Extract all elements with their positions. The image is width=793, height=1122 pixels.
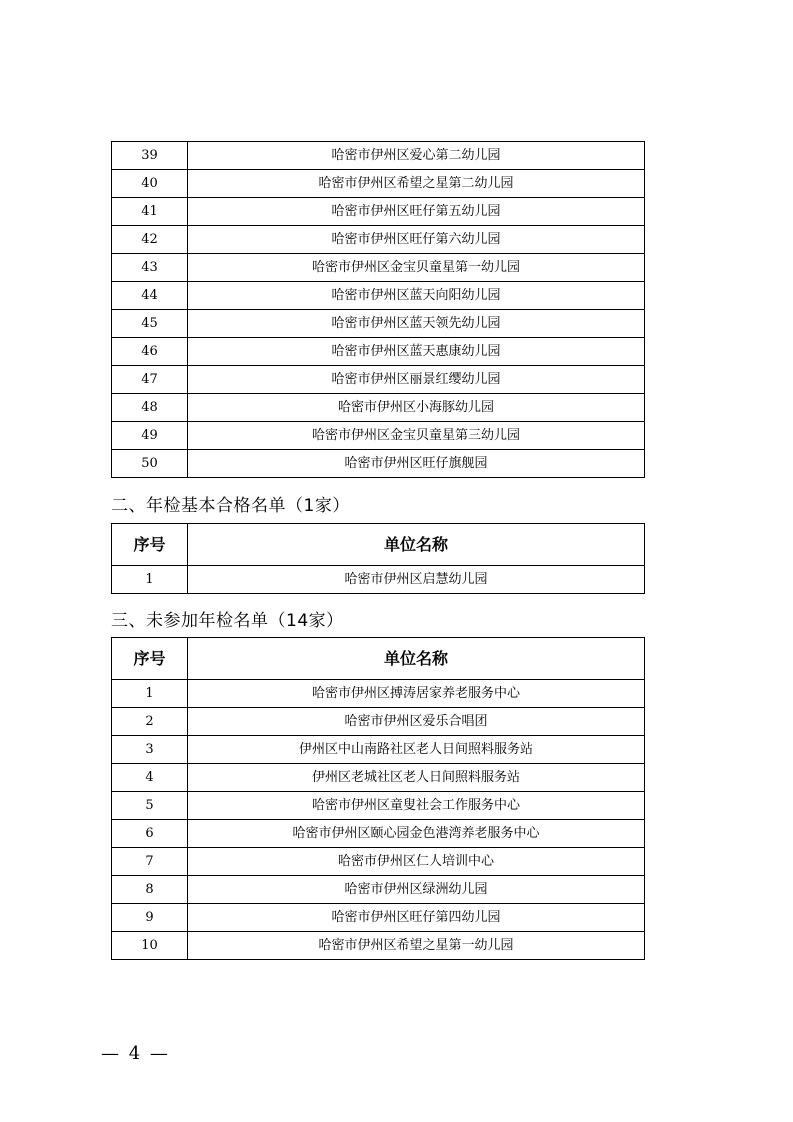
- row-number: 7: [112, 848, 188, 876]
- unit-name: 哈密市伊州区蓝天向阳幼儿园: [188, 282, 645, 310]
- table-row: [112, 764, 645, 792]
- table-row: [112, 226, 645, 254]
- unit-name: 哈密市伊州区爱心第二幼儿园: [188, 142, 645, 170]
- row-number: 10: [112, 932, 188, 960]
- row-number: 45: [112, 310, 188, 338]
- table-row: [112, 736, 645, 764]
- unit-name: 哈密市伊州区蓝天领先幼儿园: [188, 310, 645, 338]
- row-number: 6: [112, 820, 188, 848]
- row-number: 41: [112, 198, 188, 226]
- row-number: 43: [112, 254, 188, 282]
- row-number: 1: [112, 566, 188, 594]
- row-number: 3: [112, 736, 188, 764]
- row-number: 47: [112, 366, 188, 394]
- unit-name: 哈密市伊州区旺仔第四幼儿园: [188, 904, 645, 932]
- table-row: [112, 848, 645, 876]
- unit-name: 哈密市伊州区搏涛居家养老服务中心: [188, 680, 645, 708]
- row-number: 4: [112, 764, 188, 792]
- row-number: 2: [112, 708, 188, 736]
- table-annual-check-continued: [111, 141, 645, 478]
- unit-name: 伊州区老城社区老人日间照料服务站: [188, 764, 645, 792]
- row-number: 50: [112, 450, 188, 478]
- unit-name: 哈密市伊州区金宝贝童星第三幼儿园: [188, 422, 645, 450]
- table-row: [112, 876, 645, 904]
- table-row: [112, 932, 645, 960]
- table-row: [112, 450, 645, 478]
- table-header-row: [112, 638, 645, 680]
- table-1-body: [112, 142, 645, 478]
- unit-name: 哈密市伊州区蓝天惠康幼儿园: [188, 338, 645, 366]
- column-header-number: 序号: [112, 638, 188, 680]
- row-number: 46: [112, 338, 188, 366]
- row-number: 44: [112, 282, 188, 310]
- unit-name: 哈密市伊州区希望之星第二幼儿园: [188, 170, 645, 198]
- table-row: [112, 394, 645, 422]
- unit-name: 伊州区中山南路社区老人日间照料服务站: [188, 736, 645, 764]
- table-row: [112, 254, 645, 282]
- row-number: 5: [112, 792, 188, 820]
- row-number: 1: [112, 680, 188, 708]
- table-row: [112, 170, 645, 198]
- table-row: [112, 680, 645, 708]
- unit-name: 哈密市伊州区金宝贝童星第一幼儿园: [188, 254, 645, 282]
- section-heading-not-participated: 三、未参加年检名单（14家）: [111, 611, 344, 631]
- unit-name: 哈密市伊州区童叟社会工作服务中心: [188, 792, 645, 820]
- row-number: 39: [112, 142, 188, 170]
- unit-name: 哈密市伊州区爱乐合唱团: [188, 708, 645, 736]
- table-row: [112, 142, 645, 170]
- table-3-body: [112, 638, 645, 960]
- table-header-row: [112, 524, 645, 566]
- unit-name: 哈密市伊州区启慧幼儿园: [188, 566, 645, 594]
- row-number: 42: [112, 226, 188, 254]
- unit-name: 哈密市伊州区旺仔旗舰园: [188, 450, 645, 478]
- column-header-unit-name: 单位名称: [188, 638, 645, 680]
- section-heading-basic-pass: 二、年检基本合格名单（1家）: [111, 496, 350, 516]
- unit-name: 哈密市伊州区颐心园金色港湾养老服务中心: [188, 820, 645, 848]
- table-row: [112, 708, 645, 736]
- table-row: [112, 198, 645, 226]
- column-header-number: 序号: [112, 524, 188, 566]
- table-row: [112, 792, 645, 820]
- row-number: 48: [112, 394, 188, 422]
- table-row: [112, 282, 645, 310]
- table-row: [112, 566, 645, 594]
- unit-name: 哈密市伊州区丽景红缨幼儿园: [188, 366, 645, 394]
- row-number: 49: [112, 422, 188, 450]
- table-row: [112, 820, 645, 848]
- unit-name: 哈密市伊州区希望之星第一幼儿园: [188, 932, 645, 960]
- table-row: [112, 904, 645, 932]
- table-not-participated: [111, 637, 645, 960]
- row-number: 8: [112, 876, 188, 904]
- table-2-body: [112, 524, 645, 594]
- unit-name: 哈密市伊州区旺仔第六幼儿园: [188, 226, 645, 254]
- page-number: — 4 —: [101, 1043, 170, 1064]
- column-header-unit-name: 单位名称: [188, 524, 645, 566]
- table-row: [112, 310, 645, 338]
- row-number: 40: [112, 170, 188, 198]
- table-row: [112, 422, 645, 450]
- row-number: 9: [112, 904, 188, 932]
- table-row: [112, 338, 645, 366]
- table-row: [112, 366, 645, 394]
- unit-name: 哈密市伊州区旺仔第五幼儿园: [188, 198, 645, 226]
- unit-name: 哈密市伊州区仁人培训中心: [188, 848, 645, 876]
- unit-name: 哈密市伊州区小海豚幼儿园: [188, 394, 645, 422]
- table-basic-pass: [111, 523, 645, 594]
- unit-name: 哈密市伊州区绿洲幼儿园: [188, 876, 645, 904]
